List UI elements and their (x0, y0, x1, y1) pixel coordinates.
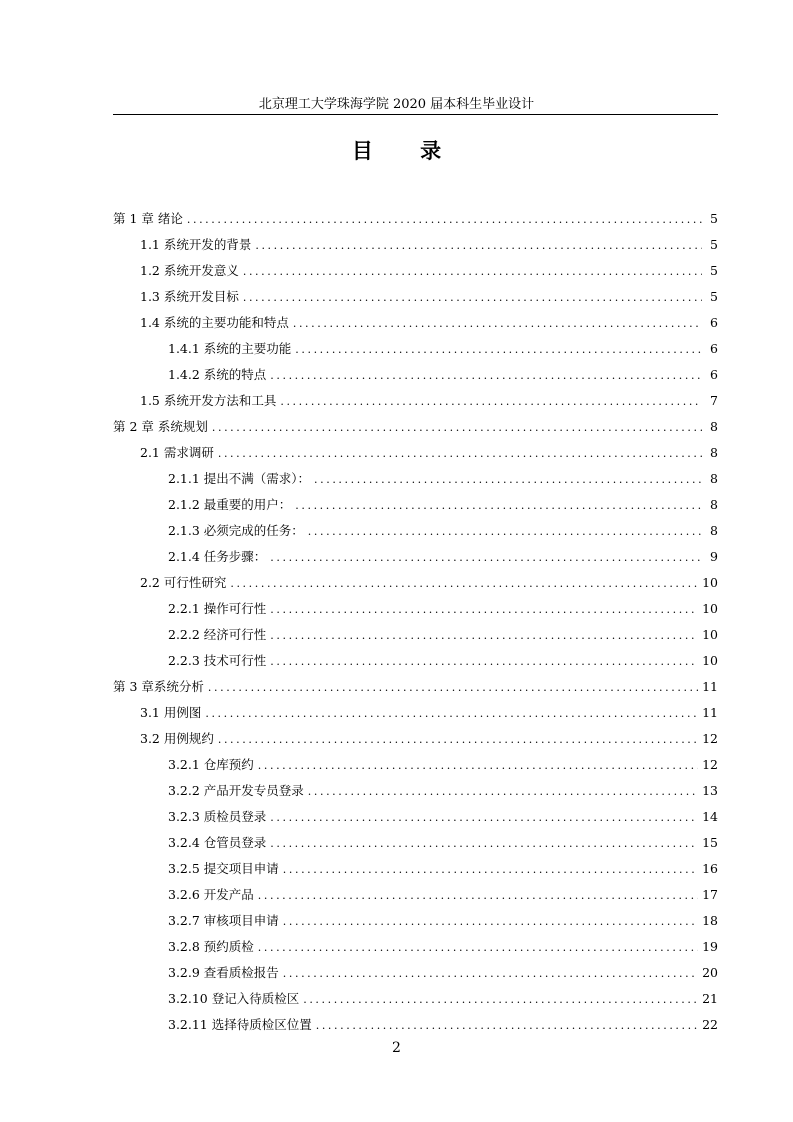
toc-entry-label: 2.2.2 经济可行性 (168, 627, 267, 642)
toc-entry[interactable] (113, 388, 718, 414)
toc-entry-label: 3.2.10 登记入待质检区 (168, 991, 300, 1006)
toc-entry[interactable] (113, 518, 718, 544)
toc-dot-leader (295, 337, 702, 363)
toc-entry-page: 5 (710, 237, 718, 252)
toc-entry[interactable] (113, 362, 718, 388)
toc-entry-label: 3.2.11 选择待质检区位置 (168, 1017, 312, 1032)
toc-entry-label: 3.2.7 审核项目申请 (168, 913, 279, 928)
toc-entry[interactable] (113, 336, 718, 362)
page-number: 2 (392, 1040, 401, 1056)
toc-entry[interactable] (113, 778, 718, 804)
toc-entry[interactable] (113, 1012, 718, 1038)
toc-entry[interactable] (113, 258, 718, 284)
toc-entry-label: 2.1.2 最重要的用户： (168, 497, 292, 512)
table-of-contents (113, 206, 718, 1038)
toc-entry[interactable] (113, 648, 718, 674)
toc-entry[interactable] (113, 726, 718, 752)
toc-dot-leader (270, 545, 702, 571)
toc-entry[interactable] (113, 882, 718, 908)
toc-dot-leader (255, 233, 702, 259)
toc-entry-page: 19 (702, 939, 718, 954)
toc-dot-leader (243, 285, 702, 311)
toc-dot-leader (314, 467, 702, 493)
toc-entry[interactable] (113, 986, 718, 1012)
toc-entry-label: 第 2 章 系统规划 (113, 419, 208, 434)
toc-entry-page: 5 (710, 289, 718, 304)
toc-entry[interactable] (113, 908, 718, 934)
toc-entry[interactable] (113, 934, 718, 960)
toc-dot-leader (270, 363, 702, 389)
toc-entry-label: 3.2.6 开发产品 (168, 887, 254, 902)
toc-entry-label: 3.1 用例图 (140, 705, 202, 720)
toc-entry[interactable] (113, 544, 718, 570)
toc-entry-page: 16 (702, 861, 718, 876)
toc-entry-label: 2.2.1 操作可行性 (168, 601, 267, 616)
toc-dot-leader (293, 311, 702, 337)
toc-dot-leader (295, 493, 702, 519)
toc-entry-label: 3.2.3 质检员登录 (168, 809, 267, 824)
running-header: 北京理工大学珠海学院 2020 届本科生毕业设计 (258, 97, 535, 112)
toc-entry[interactable] (113, 596, 718, 622)
toc-entry-page: 11 (702, 705, 718, 720)
toc-dot-leader (218, 727, 698, 753)
toc-dot-leader (187, 207, 702, 233)
toc-entry-label: 2.1.4 任务步骤： (168, 549, 267, 564)
toc-dot-leader (303, 987, 698, 1013)
toc-entry[interactable] (113, 440, 718, 466)
toc-entry-page: 7 (710, 393, 718, 408)
toc-dot-leader (270, 597, 698, 623)
toc-entry-page: 6 (710, 315, 718, 330)
toc-dot-leader (283, 909, 698, 935)
toc-entry[interactable] (113, 570, 718, 596)
toc-entry-page: 22 (702, 1017, 718, 1032)
toc-dot-leader (316, 1013, 698, 1039)
toc-entry[interactable] (113, 856, 718, 882)
toc-entry-label: 3.2.8 预约质检 (168, 939, 254, 954)
toc-entry[interactable] (113, 414, 718, 440)
page-title: 目 录 (351, 138, 462, 163)
toc-entry-page: 10 (702, 627, 718, 642)
toc-dot-leader (283, 961, 698, 987)
toc-entry-page: 5 (710, 211, 718, 226)
toc-entry-page: 8 (710, 497, 718, 512)
toc-entry-label: 第 3 章系统分析 (113, 679, 204, 694)
toc-entry-label: 1.4.2 系统的特点 (168, 367, 267, 382)
toc-dot-leader (258, 935, 698, 961)
toc-entry-label: 2.2 可行性研究 (140, 575, 227, 590)
toc-entry[interactable] (113, 466, 718, 492)
toc-entry[interactable] (113, 310, 718, 336)
toc-entry-page: 17 (702, 887, 718, 902)
toc-entry[interactable] (113, 960, 718, 986)
toc-entry[interactable] (113, 830, 718, 856)
toc-dot-leader (258, 883, 698, 909)
toc-entry[interactable] (113, 284, 718, 310)
toc-entry-page: 20 (702, 965, 718, 980)
toc-entry-label: 1.5 系统开发方法和工具 (140, 393, 277, 408)
header-divider (113, 114, 718, 115)
toc-dot-leader (308, 519, 702, 545)
toc-dot-leader (243, 259, 702, 285)
toc-entry-page: 8 (710, 471, 718, 486)
toc-entry-label: 3.2.4 仓管员登录 (168, 835, 267, 850)
toc-entry-label: 3.2 用例规约 (140, 731, 214, 746)
toc-dot-leader (205, 701, 698, 727)
toc-entry-page: 10 (702, 601, 718, 616)
toc-entry-page: 6 (710, 367, 718, 382)
toc-entry-label: 2.1.1 提出不满（需求）： (168, 471, 311, 486)
toc-dot-leader (283, 857, 698, 883)
toc-entry-label: 1.4.1 系统的主要功能 (168, 341, 292, 356)
toc-entry-label: 1.4 系统的主要功能和特点 (140, 315, 289, 330)
toc-entry-label: 1.3 系统开发目标 (140, 289, 239, 304)
toc-entry-page: 21 (702, 991, 718, 1006)
toc-entry[interactable] (113, 492, 718, 518)
toc-dot-leader (308, 779, 698, 805)
toc-dot-leader (212, 415, 702, 441)
toc-dot-leader (258, 753, 698, 779)
toc-dot-leader (208, 675, 698, 701)
toc-dot-leader (280, 389, 702, 415)
toc-entry-page: 9 (710, 549, 718, 564)
toc-entry-page: 15 (702, 835, 718, 850)
toc-entry[interactable] (113, 206, 718, 232)
toc-entry-label: 2.1.3 必须完成的任务： (168, 523, 304, 538)
toc-dot-leader (230, 571, 698, 597)
toc-dot-leader (270, 649, 698, 675)
toc-entry-label: 3.2.9 查看质检报告 (168, 965, 279, 980)
toc-dot-leader (270, 831, 698, 857)
toc-entry-label: 3.2.1 仓库预约 (168, 757, 254, 772)
toc-dot-leader (270, 623, 698, 649)
toc-entry-label: 3.2.5 提交项目申请 (168, 861, 279, 876)
toc-entry-page: 13 (702, 783, 718, 798)
toc-entry-page: 12 (702, 757, 718, 772)
toc-entry-page: 10 (702, 575, 718, 590)
toc-entry[interactable] (113, 804, 718, 830)
toc-entry-page: 8 (710, 445, 718, 460)
toc-entry-page: 8 (710, 523, 718, 538)
toc-entry-page: 18 (702, 913, 718, 928)
toc-entry-label: 3.2.2 产品开发专员登录 (168, 783, 304, 798)
toc-entry-page: 12 (702, 731, 718, 746)
toc-entry-page: 14 (702, 809, 718, 824)
toc-entry-page: 5 (710, 263, 718, 278)
toc-entry[interactable] (113, 674, 718, 700)
toc-entry-label: 第 1 章 绪论 (113, 211, 183, 226)
toc-entry[interactable] (113, 232, 718, 258)
toc-entry-page: 6 (710, 341, 718, 356)
toc-dot-leader (218, 441, 702, 467)
toc-entry-label: 1.1 系统开发的背景 (140, 237, 252, 252)
toc-entry-label: 2.2.3 技术可行性 (168, 653, 267, 668)
toc-entry[interactable] (113, 700, 718, 726)
toc-entry-label: 1.2 系统开发意义 (140, 263, 239, 278)
toc-entry[interactable] (113, 752, 718, 778)
toc-entry[interactable] (113, 622, 718, 648)
toc-dot-leader (270, 805, 698, 831)
toc-entry-page: 8 (710, 419, 718, 434)
toc-entry-label: 2.1 需求调研 (140, 445, 214, 460)
toc-entry-page: 11 (702, 679, 718, 694)
toc-entry-page: 10 (702, 653, 718, 668)
